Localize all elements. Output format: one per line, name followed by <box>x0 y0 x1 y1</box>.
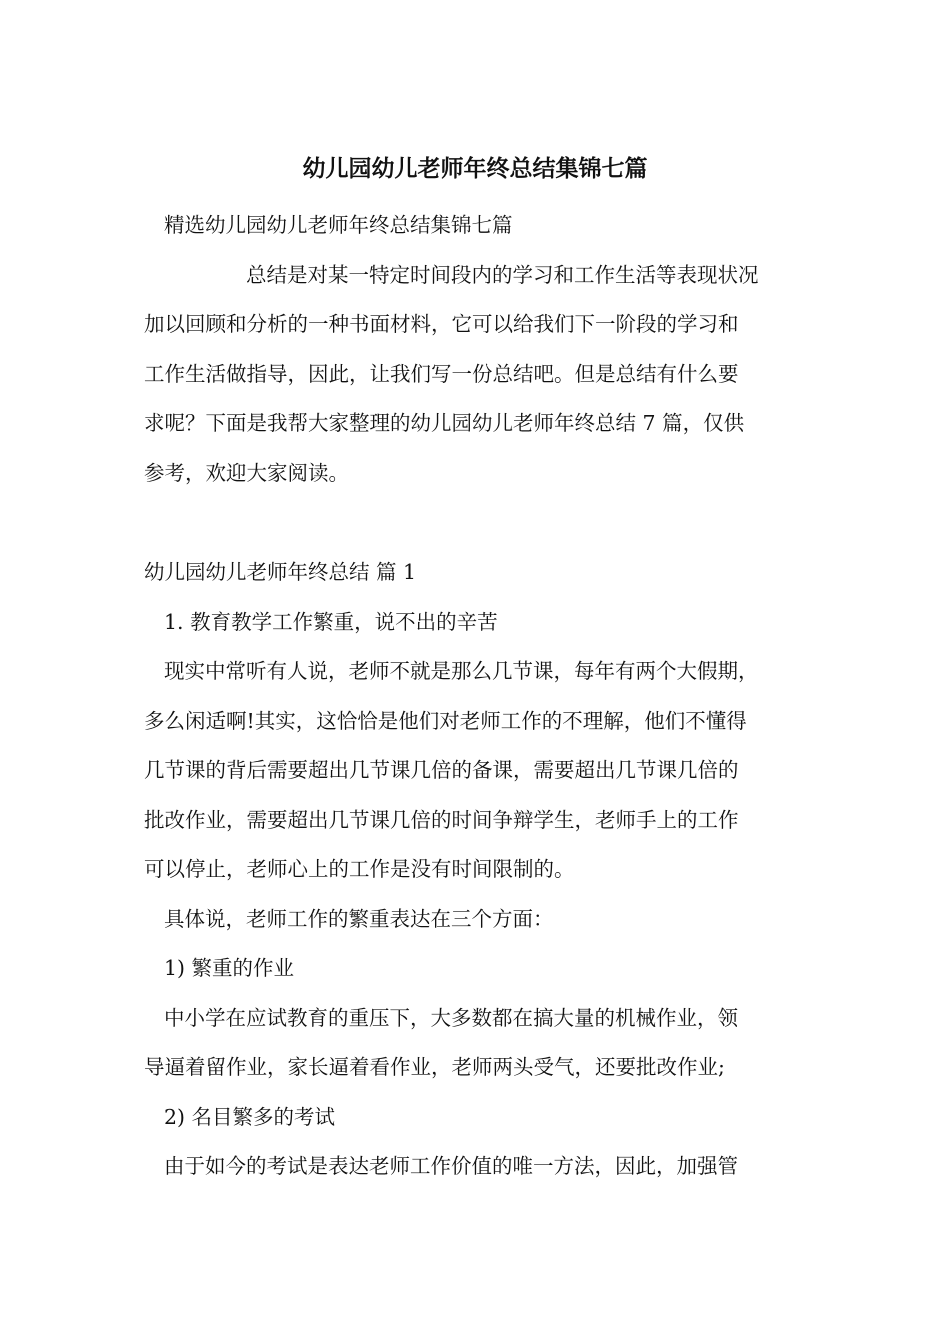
list-item-heading: 1) 繁重的作业 <box>164 956 295 980</box>
section-heading: 幼儿园幼儿老师年终总结 篇 1 <box>144 560 417 584</box>
intro-line: 总结是对某一特定时间段内的学习和工作生活等表现状况 <box>246 263 759 287</box>
list-item-heading: 2) 名目繁多的考试 <box>164 1105 336 1129</box>
paragraph-line: 现实中常听有人说，老师不就是那么几节课，每年有两个大假期， <box>164 659 759 683</box>
paragraph-line: 由于如今的考试是表达老师工作价值的唯一方法，因此，加强管 <box>164 1154 738 1178</box>
intro-line: 加以回顾和分析的一种书面材料，它可以给我们下一阶段的学习和 <box>144 312 739 336</box>
intro-line: 求呢？下面是我帮大家整理的幼儿园幼儿老师年终总结 7 篇，仅供 <box>144 411 745 435</box>
intro-line: 参考，欢迎大家阅读。 <box>144 461 349 485</box>
point-heading: 1. 教育教学工作繁重，说不出的辛苦 <box>164 610 498 634</box>
document-subtitle: 精选幼儿园幼儿老师年终总结集锦七篇 <box>164 213 513 237</box>
paragraph-line: 多么闲适啊!其实，这恰恰是他们对老师工作的不理解，他们不懂得 <box>144 709 747 733</box>
paragraph-line: 具体说，老师工作的繁重表达在三个方面： <box>164 907 554 931</box>
document-title: 幼儿园幼儿老师年终总结集锦七篇 <box>302 156 648 182</box>
paragraph-line: 几节课的背后需要超出几节课几倍的备课，需要超出几节课几倍的 <box>144 758 739 782</box>
paragraph-line: 导逼着留作业，家长逼着看作业，老师两头受气，还要批改作业; <box>144 1055 725 1079</box>
intro-line: 工作生活做指导，因此，让我们写一份总结吧。但是总结有什么要 <box>144 362 739 386</box>
paragraph-line: 可以停止，老师心上的工作是没有时间限制的。 <box>144 857 575 881</box>
paragraph-line: 中小学在应试教育的重压下，大多数都在搞大量的机械作业，领 <box>164 1006 738 1030</box>
paragraph-line: 批改作业，需要超出几节课几倍的时间争辩学生，老师手上的工作 <box>144 808 739 832</box>
